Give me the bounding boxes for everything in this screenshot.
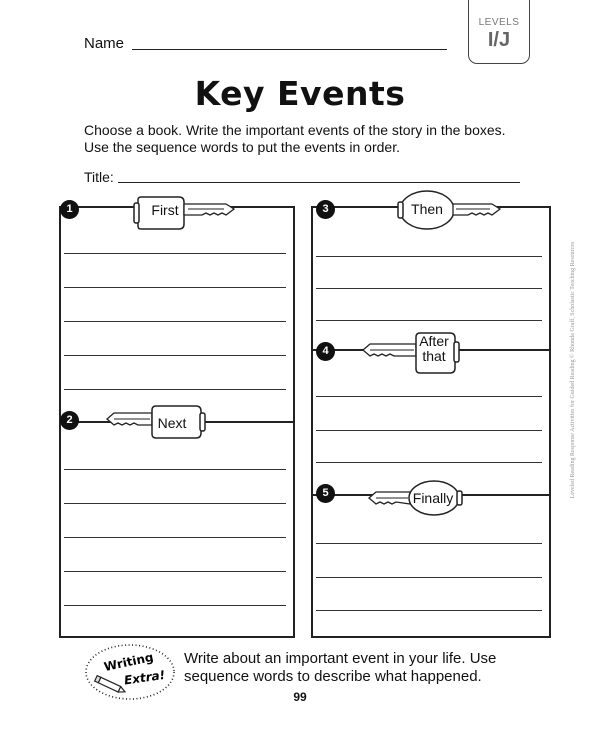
writing-line[interactable] [316, 462, 542, 463]
writing-line[interactable] [64, 605, 286, 606]
title-field-label: Title: [84, 169, 114, 185]
writing-line[interactable] [64, 389, 286, 390]
sequence-word-finally: Finally [412, 490, 454, 506]
writing-line[interactable] [64, 287, 286, 288]
event-number-4: 4 [316, 342, 335, 361]
writing-extra-line-1: Writing [102, 649, 155, 675]
writing-line[interactable] [64, 537, 286, 538]
sequence-word-first: First [151, 202, 179, 218]
name-label: Name [84, 35, 125, 52]
sequence-word-then: Then [411, 201, 443, 217]
event-number-2: 2 [60, 411, 79, 430]
page-title: Key Events [194, 74, 406, 113]
title-field[interactable] [118, 182, 520, 183]
writing-line[interactable] [316, 396, 542, 397]
instructions-line-2: Use the sequence words to put the events in order. [84, 139, 400, 155]
writing-line[interactable] [316, 610, 542, 611]
event-number-5: 5 [316, 484, 335, 503]
writing-line[interactable] [64, 321, 286, 322]
writing-line[interactable] [64, 503, 286, 504]
sequence-word-that: that [422, 348, 446, 364]
writing-line[interactable] [316, 256, 542, 257]
event-number-3: 3 [316, 200, 335, 219]
instructions-line-1: Choose a book. Write the important events of the story in the boxes. [84, 122, 506, 138]
sequence-word-after: After [419, 333, 449, 349]
sequence-word-next: Next [157, 415, 187, 431]
writing-line[interactable] [316, 543, 542, 544]
writing-line[interactable] [64, 571, 286, 572]
instructions [84, 122, 554, 156]
right-event-panel [311, 206, 551, 638]
copyright-credit: Leveled Reading Response Activities for Guided Reading © Rhonda Graff, Scholastic Teaching Resources [570, 241, 576, 499]
writing-line[interactable] [64, 253, 286, 254]
levels-tab [468, 0, 530, 64]
writing-line[interactable] [316, 577, 542, 578]
writing-extra-prompt [184, 650, 514, 686]
page-number: 99 [293, 690, 307, 704]
writing-extra-prompt-line-1: Write about an important event in your life. Use [184, 650, 497, 667]
writing-extra-prompt-line-2: sequence words to describe what happened. [184, 668, 482, 685]
writing-extra-line-2: Extra! [123, 667, 166, 688]
name-field[interactable] [132, 49, 447, 50]
levels-value: I/J [487, 29, 511, 51]
writing-line[interactable] [316, 288, 542, 289]
writing-line[interactable] [316, 430, 542, 431]
writing-line[interactable] [64, 469, 286, 470]
sequence-word-after-that [414, 334, 454, 364]
event-number-1: 1 [60, 200, 79, 219]
writing-line[interactable] [316, 320, 542, 321]
levels-label: LEVELS [478, 17, 520, 28]
writing-line[interactable] [64, 355, 286, 356]
